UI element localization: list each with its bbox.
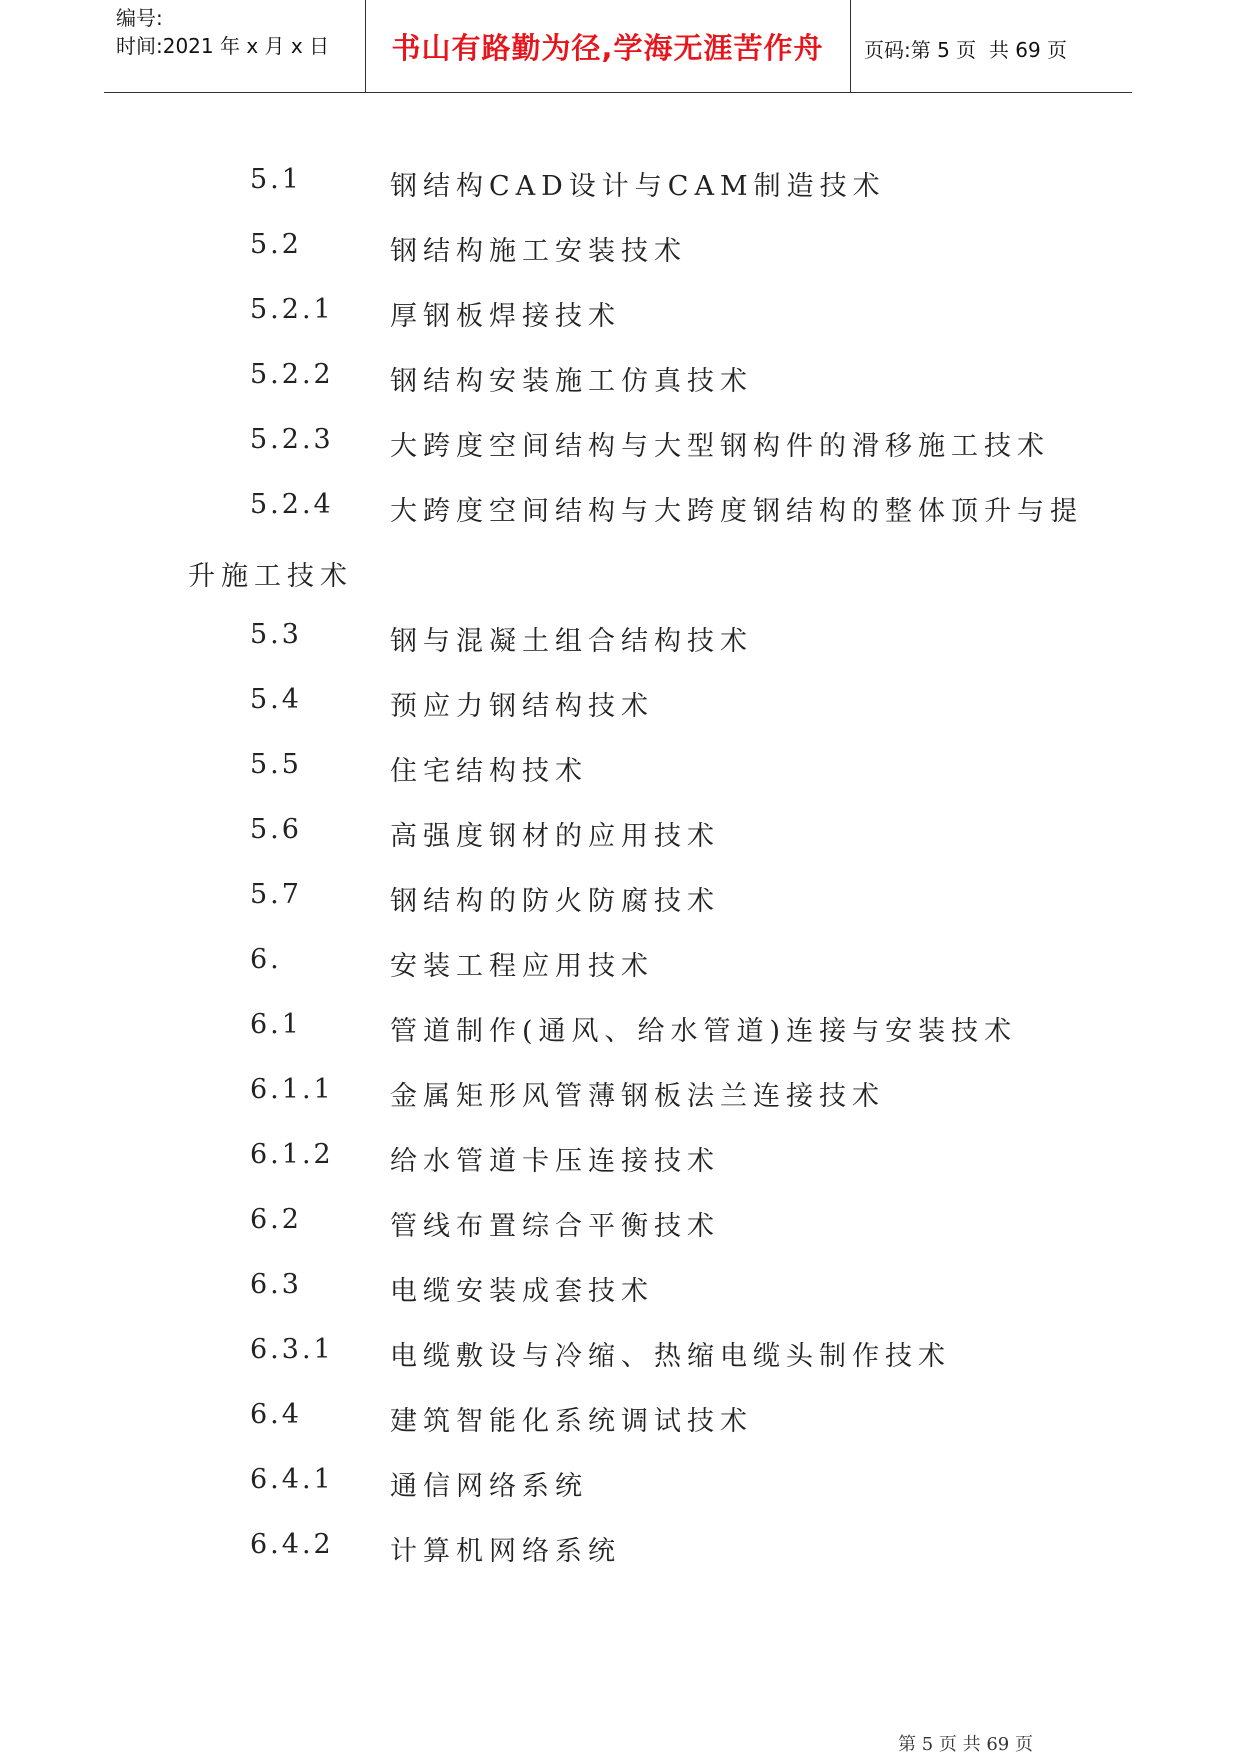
toc-title: 管道制作(通风、给水管道)连接与安装技术 [390,1016,1018,1047]
header-page-label: 页码:第 5 页 共 69 页 [864,38,1068,62]
page-footer: 第 5 页 共 69 页 [898,1734,1033,1755]
toc-number: 6.1.2 [250,1139,334,1170]
toc-title: 厚钢板焊接技术 [390,301,621,332]
header-meta [116,4,329,60]
header-motto: 书山有路勤为径,学海无涯苦作舟 [391,31,824,65]
toc-title: 给水管道卡压连接技术 [390,1146,720,1177]
toc-number: 6.3 [250,1269,302,1300]
page-header [104,0,1132,93]
toc-title: 管线布置综合平衡技术 [390,1211,720,1242]
toc-title: 计算机网络系统 [390,1536,621,1567]
toc-title: 建筑智能化系统调试技术 [390,1406,753,1437]
toc-title: 安装工程应用技术 [390,951,654,982]
toc-title: 大跨度空间结构与大跨度钢结构的整体顶升与提 [390,496,1083,527]
toc-number: 6.2 [250,1204,302,1235]
toc-title: 钢结构CAD设计与CAM制造技术 [390,171,886,202]
toc-number: 6.3.1 [250,1334,334,1365]
toc-number: 5.2 [250,229,302,260]
toc-number: 5.2.3 [250,424,334,455]
toc-number: 6.1 [250,1009,302,1040]
toc-title: 钢与混凝土组合结构技术 [390,626,753,657]
toc-number: 6.4 [250,1399,302,1430]
toc-number: 5.2.1 [250,294,334,325]
toc-title: 钢结构的防火防腐技术 [390,886,720,917]
toc-number: 5.1 [250,164,302,195]
toc-title: 钢结构施工安装技术 [390,236,687,267]
toc-title: 通信网络系统 [390,1471,588,1502]
toc-number: 6.4.2 [250,1529,334,1560]
toc-number: 5.2.2 [250,359,334,390]
toc-number: 5.4 [250,684,302,715]
toc-title: 钢结构安装施工仿真技术 [390,366,753,397]
toc-number: 5.3 [250,619,302,650]
toc-title: 金属矩形风管薄钢板法兰连接技术 [390,1081,885,1112]
header-divider [850,0,851,92]
toc-title: 高强度钢材的应用技术 [390,821,720,852]
toc-continuation: 升施工技术 [188,561,353,592]
toc-title: 大跨度空间结构与大型钢构件的滑移施工技术 [390,431,1050,462]
time-label: 时间:2021 年 x 月 x 日 [116,34,330,58]
toc-title: 预应力钢结构技术 [390,691,654,722]
toc-number: 6.1.1 [250,1074,334,1105]
toc-number: 5.5 [250,749,302,780]
toc-title: 电缆安装成套技术 [390,1276,654,1307]
serial-label: 编号: [116,6,163,30]
toc-number: 5.2.4 [250,489,334,520]
toc-number: 5.7 [250,879,302,910]
toc-title: 电缆敷设与冷缩、热缩电缆头制作技术 [390,1341,951,1372]
toc-number: 5.6 [250,814,302,845]
toc-number: 6.4.1 [250,1464,334,1495]
toc-number: 6. [250,944,282,975]
toc-title: 住宅结构技术 [390,756,588,787]
